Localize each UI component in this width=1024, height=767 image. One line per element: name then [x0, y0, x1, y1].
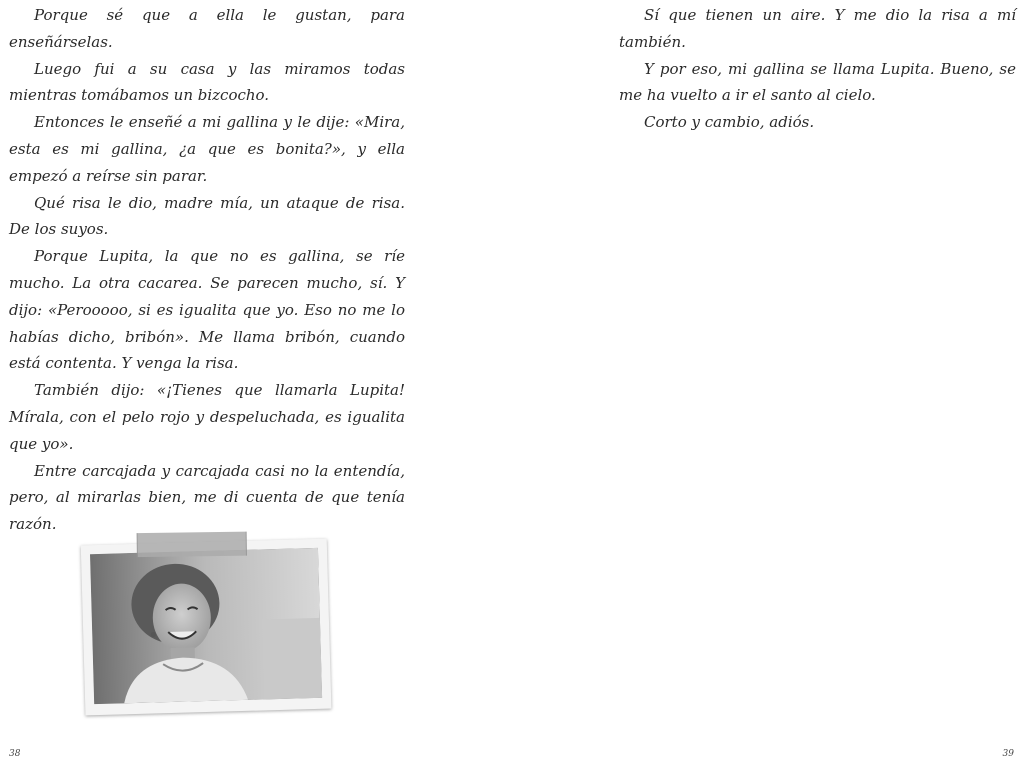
paragraph: También dijo: «¡Tienes que llamarla Lupita! Mírala, con el pelo rojo y despeluchada, es igualita que yo».: [9, 381, 405, 453]
paragraph: Entonces le enseñé a mi gallina y le dije: «Mira, esta es mi gallina, ¿a que es bonita?», y ella empezó a reírse sin parar.: [9, 113, 405, 185]
portrait-photo: [90, 548, 322, 704]
paragraph: Porque sé que a ella le gustan, para enseñárselas.: [9, 6, 405, 51]
left-page: [9, 0, 405, 538]
paragraph: Luego fui a su casa y las miramos todas mientras tomábamos un bizcocho.: [9, 59, 405, 105]
paragraph: Entre carcajada y carcajada casi no la entendía, pero, al mirarlas bien, me di cuenta de que tenía razón.: [9, 461, 405, 534]
photo-frame: [81, 539, 332, 716]
paragraph: Qué risa le dio, madre mía, un ataque de risa. De los suyos.: [9, 193, 405, 239]
tape-strip: [137, 532, 247, 558]
page-number-left: 38: [9, 749, 21, 759]
paragraph: Y por eso, mi gallina se llama Lupita. Bueno, se me ha vuelto a ir el santo al cielo.: [619, 59, 1016, 105]
paragraph: Corto y cambio, adiós.: [644, 113, 815, 132]
page-number-right: 39: [1002, 749, 1014, 759]
paragraph: Porque Lupita, la que no es gallina, se ríe mucho. La otra cacarea. Se parecen mucho, sí. Y dijo: «Perooooo, si es igualita que yo. Eso no me lo habías dicho, bribón». Me llama bribón, cuando está contenta. Y venga la risa.: [9, 247, 405, 373]
right-page: [619, 0, 1016, 136]
paragraph: Sí que tienen un aire. Y me dio la risa a mí también.: [619, 6, 1016, 51]
taped-photo: [81, 533, 332, 716]
portrait-illustration: [90, 548, 322, 704]
